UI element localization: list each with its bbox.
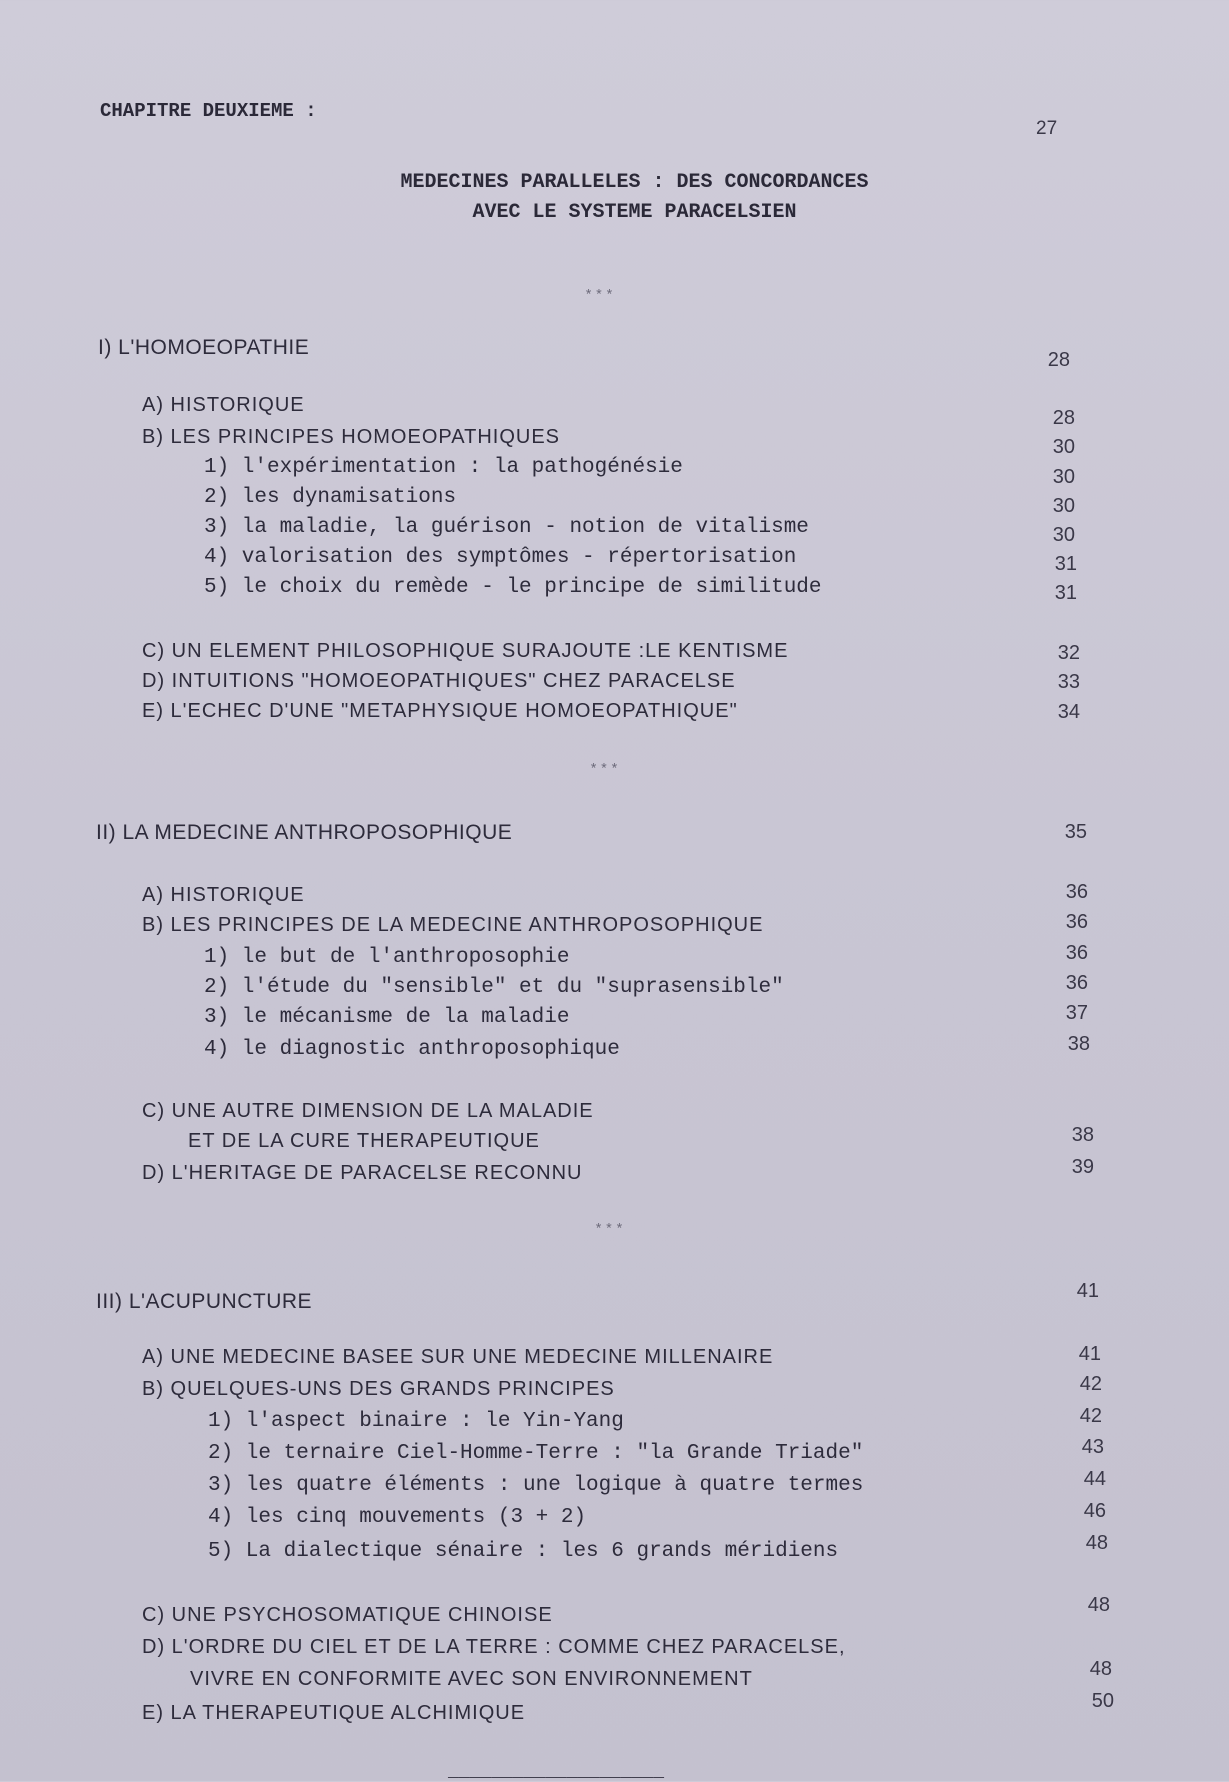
toc-page: 28 (1052, 407, 1075, 429)
toc-page: 31 (1054, 553, 1077, 575)
toc-entry: B) LES PRINCIPES DE LA MEDECINE ANTHROPOSOPHIQUE (142, 914, 764, 936)
toc-page: 30 (1052, 466, 1075, 488)
toc-page: 39 (1071, 1156, 1094, 1178)
toc-page: 42 (1079, 1405, 1102, 1427)
toc-entry: 2) le ternaire Ciel-Homme-Terre : "la Grande Triade" (208, 1442, 864, 1465)
chapter-page-number: 27 (1036, 118, 1058, 139)
toc-entry: B) QUELQUES-UNS DES GRANDS PRINCIPES (142, 1378, 615, 1400)
toc-entry: C) UNE PSYCHOSOMATIQUE CHINOISE (142, 1604, 553, 1626)
toc-page: 36 (1065, 911, 1088, 933)
toc-entry: D) L'ORDRE DU CIEL ET DE LA TERRE : COMME CHEZ PARACELSE, (142, 1636, 846, 1658)
toc-page: 36 (1065, 881, 1088, 903)
toc-page: 33 (1057, 671, 1080, 693)
toc-entry: A) HISTORIQUE (142, 884, 305, 906)
chapter-title (0, 168, 1229, 228)
toc-entry: 3) les quatre éléments : une logique à quatre termes (208, 1474, 864, 1497)
chapter-label: CHAPITRE DEUXIEME : (100, 100, 317, 122)
toc-page: 30 (1052, 524, 1075, 546)
toc-entry: 4) valorisation des symptômes - répertorisation (204, 546, 797, 569)
part1-page: 28 (1047, 349, 1070, 371)
toc-page: 42 (1079, 1373, 1102, 1395)
toc-page: 37 (1065, 1002, 1088, 1024)
separator-stars-1: *** (584, 288, 616, 304)
toc-page: 36 (1065, 942, 1088, 964)
part3-heading: III) L'ACUPUNCTURE (96, 1290, 313, 1313)
toc-entry: 5) La dialectique sénaire : les 6 grands méridiens (208, 1540, 839, 1563)
toc-page: 34 (1057, 701, 1080, 723)
toc-page: 36 (1065, 972, 1088, 994)
toc-page: 31 (1054, 582, 1077, 604)
toc-entry: 2) l'étude du "sensible" et du "suprasensible" (204, 976, 784, 999)
toc-entry: C) UNE AUTRE DIMENSION DE LA MALADIE (142, 1100, 594, 1122)
toc-entry: 3) la maladie, la guérison - notion de vitalisme (204, 516, 809, 539)
toc-page: 46 (1083, 1500, 1106, 1522)
chapter-title-line2: AVEC LE SYSTEME PARACELSIEN (472, 201, 797, 224)
toc-entry: 4) les cinq mouvements (3 + 2) (208, 1506, 587, 1529)
toc-page: 48 (1087, 1594, 1110, 1616)
toc-entry: E) LA THERAPEUTIQUE ALCHIMIQUE (142, 1702, 526, 1724)
toc-entry: 1) l'aspect binaire : le Yin-Yang (208, 1410, 624, 1433)
toc-page: 50 (1091, 1690, 1114, 1712)
toc-page: 30 (1052, 495, 1075, 517)
toc-entry: A) UNE MEDECINE BASEE SUR UNE MEDECINE MILLENAIRE (142, 1346, 774, 1368)
separator-stars-3: *** (594, 1222, 626, 1238)
toc-entry: 2) les dynamisations (204, 486, 457, 509)
part2-heading: II) LA MEDECINE ANTHROPOSOPHIQUE (96, 821, 513, 844)
part3-page: 41 (1076, 1280, 1099, 1302)
toc-entry: B) LES PRINCIPES HOMOEOPATHIQUES (142, 426, 560, 448)
toc-entry: ET DE LA CURE THERAPEUTIQUE (188, 1130, 540, 1152)
toc-entry: C) UN ELEMENT PHILOSOPHIQUE SURAJOUTE :LE KENTISME (142, 640, 789, 662)
part1-heading: I) L'HOMOEOPATHIE (98, 336, 310, 359)
toc-entry: 1) le but de l'anthroposophie (204, 946, 570, 969)
toc-entry: A) HISTORIQUE (142, 394, 305, 416)
toc-page: 48 (1085, 1532, 1108, 1554)
toc-page: 44 (1083, 1468, 1106, 1490)
toc-page: 43 (1081, 1436, 1104, 1458)
toc-entry: 5) le choix du remède - le principe de similitude (204, 576, 822, 599)
toc-page: 41 (1078, 1343, 1101, 1365)
toc-entry: D) INTUITIONS "HOMOEOPATHIQUES" CHEZ PARACELSE (142, 670, 736, 692)
toc-entry: 3) le mécanisme de la maladie (204, 1006, 570, 1029)
toc-entry: E) L'ECHEC D'UNE "METAPHYSIQUE HOMOEOPATHIQUE" (142, 700, 738, 722)
toc-entry: 4) le diagnostic anthroposophique (204, 1038, 620, 1061)
toc-entry: D) L'HERITAGE DE PARACELSE RECONNU (142, 1162, 583, 1184)
toc-page: 38 (1067, 1033, 1090, 1055)
separator-stars-2: *** (589, 762, 621, 778)
toc-page: 32 (1057, 642, 1080, 664)
part2-page: 35 (1064, 821, 1087, 843)
chapter-title-line1: MEDECINES PARALLELES : DES CONCORDANCES (400, 171, 869, 194)
toc-entry: VIVRE EN CONFORMITE AVEC SON ENVIRONNEMENT (190, 1668, 753, 1690)
end-rule: ____________________ (448, 1762, 665, 1782)
toc-page: 30 (1052, 436, 1075, 458)
toc-page: 38 (1071, 1124, 1094, 1146)
toc-page: 48 (1089, 1658, 1112, 1680)
toc-entry: 1) l'expérimentation : la pathogénésie (204, 456, 683, 479)
